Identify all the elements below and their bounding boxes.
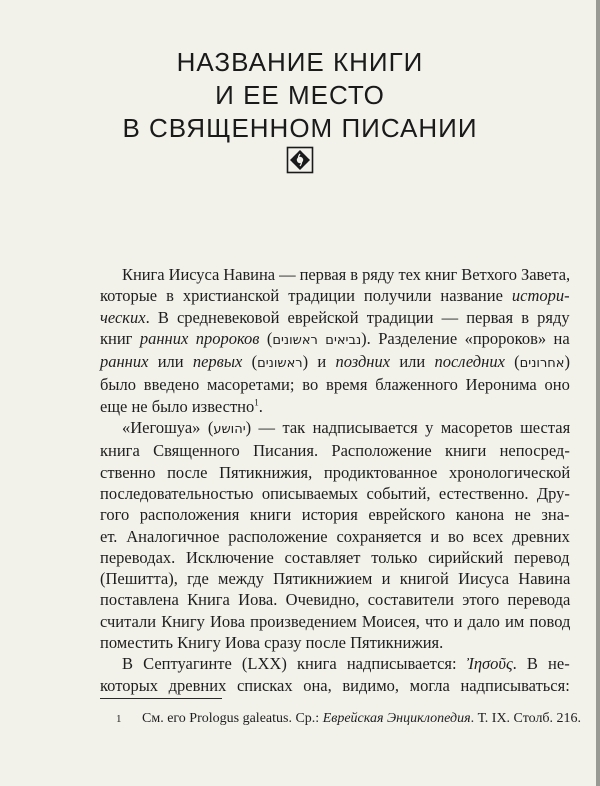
heading-line-1: НАЗВАНИЕ КНИГИ bbox=[176, 47, 424, 77]
text-fragment: книга Священного Писания. Расположение книги непосред- bbox=[100, 441, 570, 461]
text-fragment: ственно после Пятикнижия, продиктованное хронологической bbox=[100, 462, 571, 482]
text-fragment: или bbox=[148, 352, 193, 372]
text-line bbox=[100, 307, 570, 328]
text-fragment: которых древних списках она, видимо, могла надписываться: bbox=[100, 675, 570, 695]
text-fragment: ) bbox=[564, 352, 570, 372]
hebrew-term: נביאים ראשונים bbox=[272, 332, 362, 348]
hebrew-term: אחרונים bbox=[519, 356, 565, 372]
italic-term: ранних пророков bbox=[139, 328, 260, 348]
italic-term: поздних bbox=[335, 352, 391, 372]
greek-term: Ἰησοῦς bbox=[466, 654, 513, 674]
hebrew-term: ראשונים bbox=[257, 356, 303, 372]
fleuron-ornament-icon bbox=[286, 146, 314, 174]
text-fragment: считали Книгу Иова произведением Моисея, что и дало им повод bbox=[100, 611, 571, 631]
heading-line-2: И ЕЕ МЕСТО bbox=[215, 80, 385, 110]
text-fragment: ) — так надписывается у масоретов шестая bbox=[245, 418, 571, 438]
italic-term: ранних bbox=[100, 352, 149, 372]
text-fragment: еще не было известно bbox=[100, 396, 255, 416]
text-fragment: было введено масоретами; во время блаженного Иеронима оно bbox=[100, 375, 570, 395]
text-fragment: которые в христианской традиции получили название bbox=[100, 286, 512, 306]
text-line bbox=[100, 653, 570, 674]
text-fragment: ( bbox=[504, 352, 520, 372]
text-fragment: ( bbox=[242, 352, 258, 372]
footnote-reference[interactable]: 1 bbox=[254, 397, 259, 408]
text-line bbox=[100, 417, 570, 440]
text-line bbox=[100, 462, 570, 483]
text-fragment: ) и bbox=[302, 352, 336, 372]
text-line bbox=[100, 526, 570, 547]
text-line bbox=[100, 632, 570, 653]
italic-term: ческих bbox=[100, 307, 146, 327]
footnote-text: См. его Prologus galeatus. Ср.: bbox=[142, 711, 323, 726]
text-line bbox=[100, 504, 570, 525]
text-line bbox=[100, 396, 570, 417]
text-line bbox=[100, 483, 570, 504]
text-fragment: поместить Книгу Иова сразу после Пятикнижия. bbox=[100, 633, 444, 653]
body-text bbox=[100, 264, 570, 696]
text-line bbox=[100, 547, 570, 568]
text-fragment: переводах. Исключение составляет только сирийский перевод bbox=[100, 547, 570, 567]
bleed-through-shadow bbox=[200, 196, 500, 256]
text-fragment: ( bbox=[259, 328, 273, 348]
text-fragment: ). Разделение «пророков» на bbox=[361, 328, 570, 348]
text-line bbox=[100, 568, 570, 589]
text-fragment: . bbox=[258, 396, 263, 416]
text-fragment: . В не- bbox=[512, 654, 570, 674]
text-fragment: книг bbox=[100, 328, 140, 348]
footnote-text: . Т. IX. Столб. 216. bbox=[470, 711, 582, 726]
text-line bbox=[100, 374, 570, 395]
text-fragment: последовательностью описываемых событий, естественно. Дру- bbox=[100, 483, 570, 503]
hebrew-term: יהושע bbox=[213, 422, 246, 438]
text-fragment: поставлена Книга Иова. Очевидно, составители этого перевода bbox=[100, 590, 571, 610]
italic-term: последних bbox=[434, 352, 505, 372]
text-line bbox=[100, 611, 570, 632]
text-fragment: или bbox=[390, 352, 435, 372]
text-line bbox=[100, 440, 570, 461]
footnote-italic-title: Еврейская Энциклопедия bbox=[322, 711, 471, 726]
heading-line-3: В СВЯЩЕННОМ ПИСАНИИ bbox=[122, 113, 478, 143]
text-line bbox=[100, 328, 570, 351]
text-line bbox=[100, 264, 570, 285]
footnote-divider bbox=[100, 698, 222, 699]
text-fragment: Книга Иисуса Навина — первая в ряду тех книг Ветхого Завета, bbox=[122, 265, 571, 284]
text-line bbox=[100, 285, 570, 306]
text-fragment: «Иегошуа» ( bbox=[122, 418, 214, 438]
text-line bbox=[100, 351, 570, 374]
text-fragment: (Пешитта), где между Пятикнижием и книгой Иисуса Навина bbox=[100, 569, 571, 589]
text-fragment: ет. Аналогичное расположение сохраняется и во всех древних bbox=[100, 526, 570, 546]
text-fragment: В Септуагинте (LXX) книга надписывается: bbox=[122, 654, 467, 674]
text-fragment: . В средневековой еврейской традиции — первая в ряду bbox=[145, 307, 570, 327]
footnote bbox=[100, 710, 582, 728]
chapter-heading bbox=[0, 46, 600, 145]
italic-term: первых bbox=[192, 352, 243, 372]
footnote-number: 1 bbox=[116, 713, 122, 725]
text-line bbox=[100, 675, 570, 696]
italic-term: истори- bbox=[511, 286, 570, 306]
text-fragment: гого расположения книги история еврейского канона не зна- bbox=[100, 505, 570, 525]
text-line bbox=[100, 589, 570, 610]
